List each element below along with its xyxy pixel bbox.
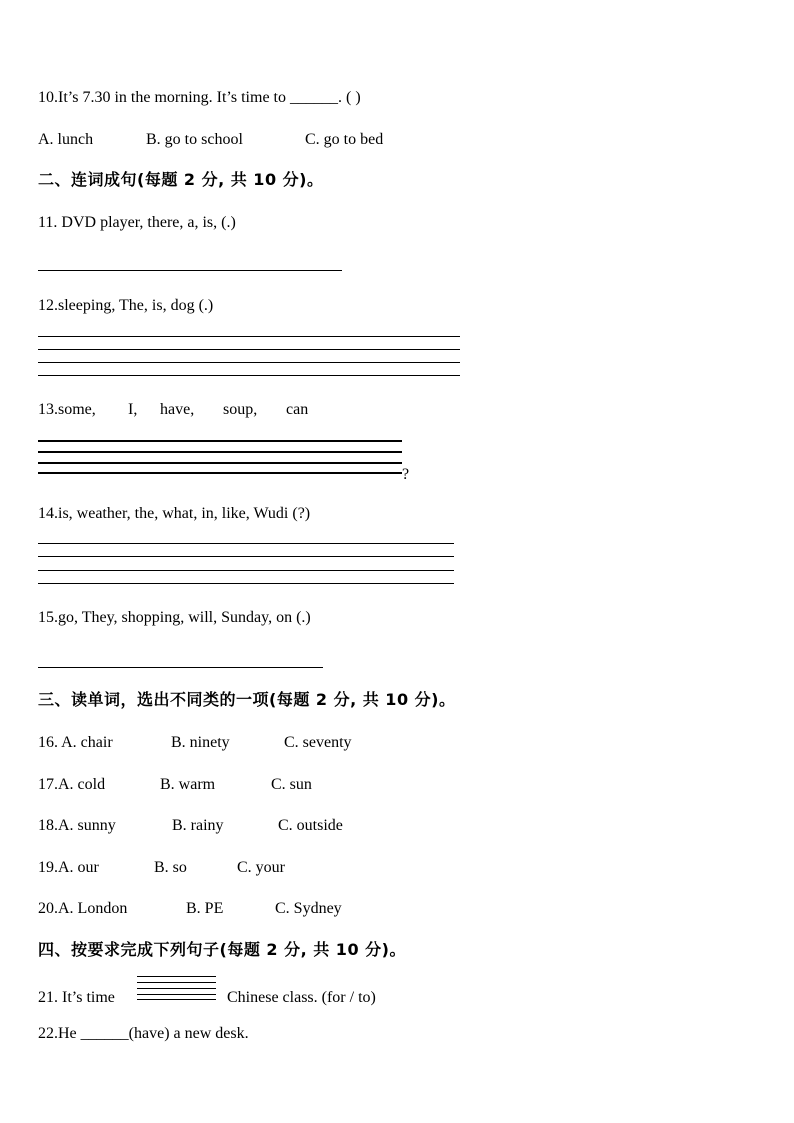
question-16-option-b: B. ninety [171,734,230,751]
question-18-option-a: 18.A. sunny [38,817,116,834]
question-18-option-b: B. rainy [172,817,224,834]
question-21-blank-line[interactable] [137,988,216,989]
question-15-answer-line[interactable] [38,667,323,668]
question-21-blank-line[interactable] [137,999,216,1000]
question-14-answer-line[interactable] [38,543,454,544]
question-17-option-b: B. warm [160,776,216,793]
question-21-end: Chinese class. (for / to) [227,989,376,1006]
question-10-option-c: C. go to bed [305,131,384,148]
question-21-blank-line[interactable] [137,994,216,995]
question-13-word: 13.some, [38,401,96,418]
question-12-answer-line[interactable] [38,349,460,350]
question-12-answer-line[interactable] [38,362,460,363]
section-2-heading: 二、连词成句(每题 2 分, 共 10 分)。 [38,170,324,189]
question-14-prompt: 14.is, weather, the, what, in, like, Wudi (?) [38,505,311,522]
question-15-prompt: 15.go, They, shopping, will, Sunday, on (.) [38,609,311,626]
question-14-answer-line[interactable] [38,556,454,557]
question-20-option-c: C. Sydney [275,900,342,917]
question-11-answer-line[interactable] [38,270,342,271]
question-21-blank-line[interactable] [137,976,216,977]
question-12-answer-line[interactable] [38,375,460,376]
question-10-stem: 10.It’s 7.30 in the morning. It’s time to ______. ( ) [38,89,361,106]
section-3-heading: 三、读单词，选出不同类的一项(每题 2 分, 共 10 分)。 [38,690,456,709]
question-12-prompt: 12.sleeping, The, is, dog (.) [38,297,214,314]
question-18-option-c: C. outside [278,817,343,834]
question-13-word: I, [128,401,138,418]
question-17-option-c: C. sun [271,776,312,793]
question-14-answer-line[interactable] [38,583,454,584]
question-20-option-b: B. PE [186,900,224,917]
question-16-option-c: C. seventy [284,734,352,751]
question-13-word: can [286,401,309,418]
question-13-answer-line[interactable] [38,451,402,453]
question-16-option-a: 16. A. chair [38,734,113,751]
question-13-question-mark: ? [402,466,410,483]
question-14-answer-line[interactable] [38,570,454,571]
question-19-option-b: B. so [154,859,187,876]
question-13-word: have, [160,401,195,418]
question-13-answer-line[interactable] [38,462,402,464]
question-13-answer-line[interactable] [38,472,402,474]
question-20-option-a: 20.A. London [38,900,128,917]
question-19-option-c: C. your [237,859,285,876]
question-13-answer-line[interactable] [38,440,402,442]
question-10-option-a: A. lunch [38,131,94,148]
question-19-option-a: 19.A. our [38,859,99,876]
question-17-option-a: 17.A. cold [38,776,106,793]
question-21-blank-line[interactable] [137,982,216,983]
question-11-prompt: 11. DVD player, there, a, is, (.) [38,214,236,231]
question-13-word: soup, [223,401,258,418]
question-10-option-b: B. go to school [146,131,243,148]
question-12-answer-line[interactable] [38,336,460,337]
question-21-start: 21. It’s time [38,989,115,1006]
section-4-heading: 四、按要求完成下列句子(每题 2 分, 共 10 分)。 [38,940,406,959]
question-22-prompt: 22.He ______(have) a new desk. [38,1025,249,1042]
